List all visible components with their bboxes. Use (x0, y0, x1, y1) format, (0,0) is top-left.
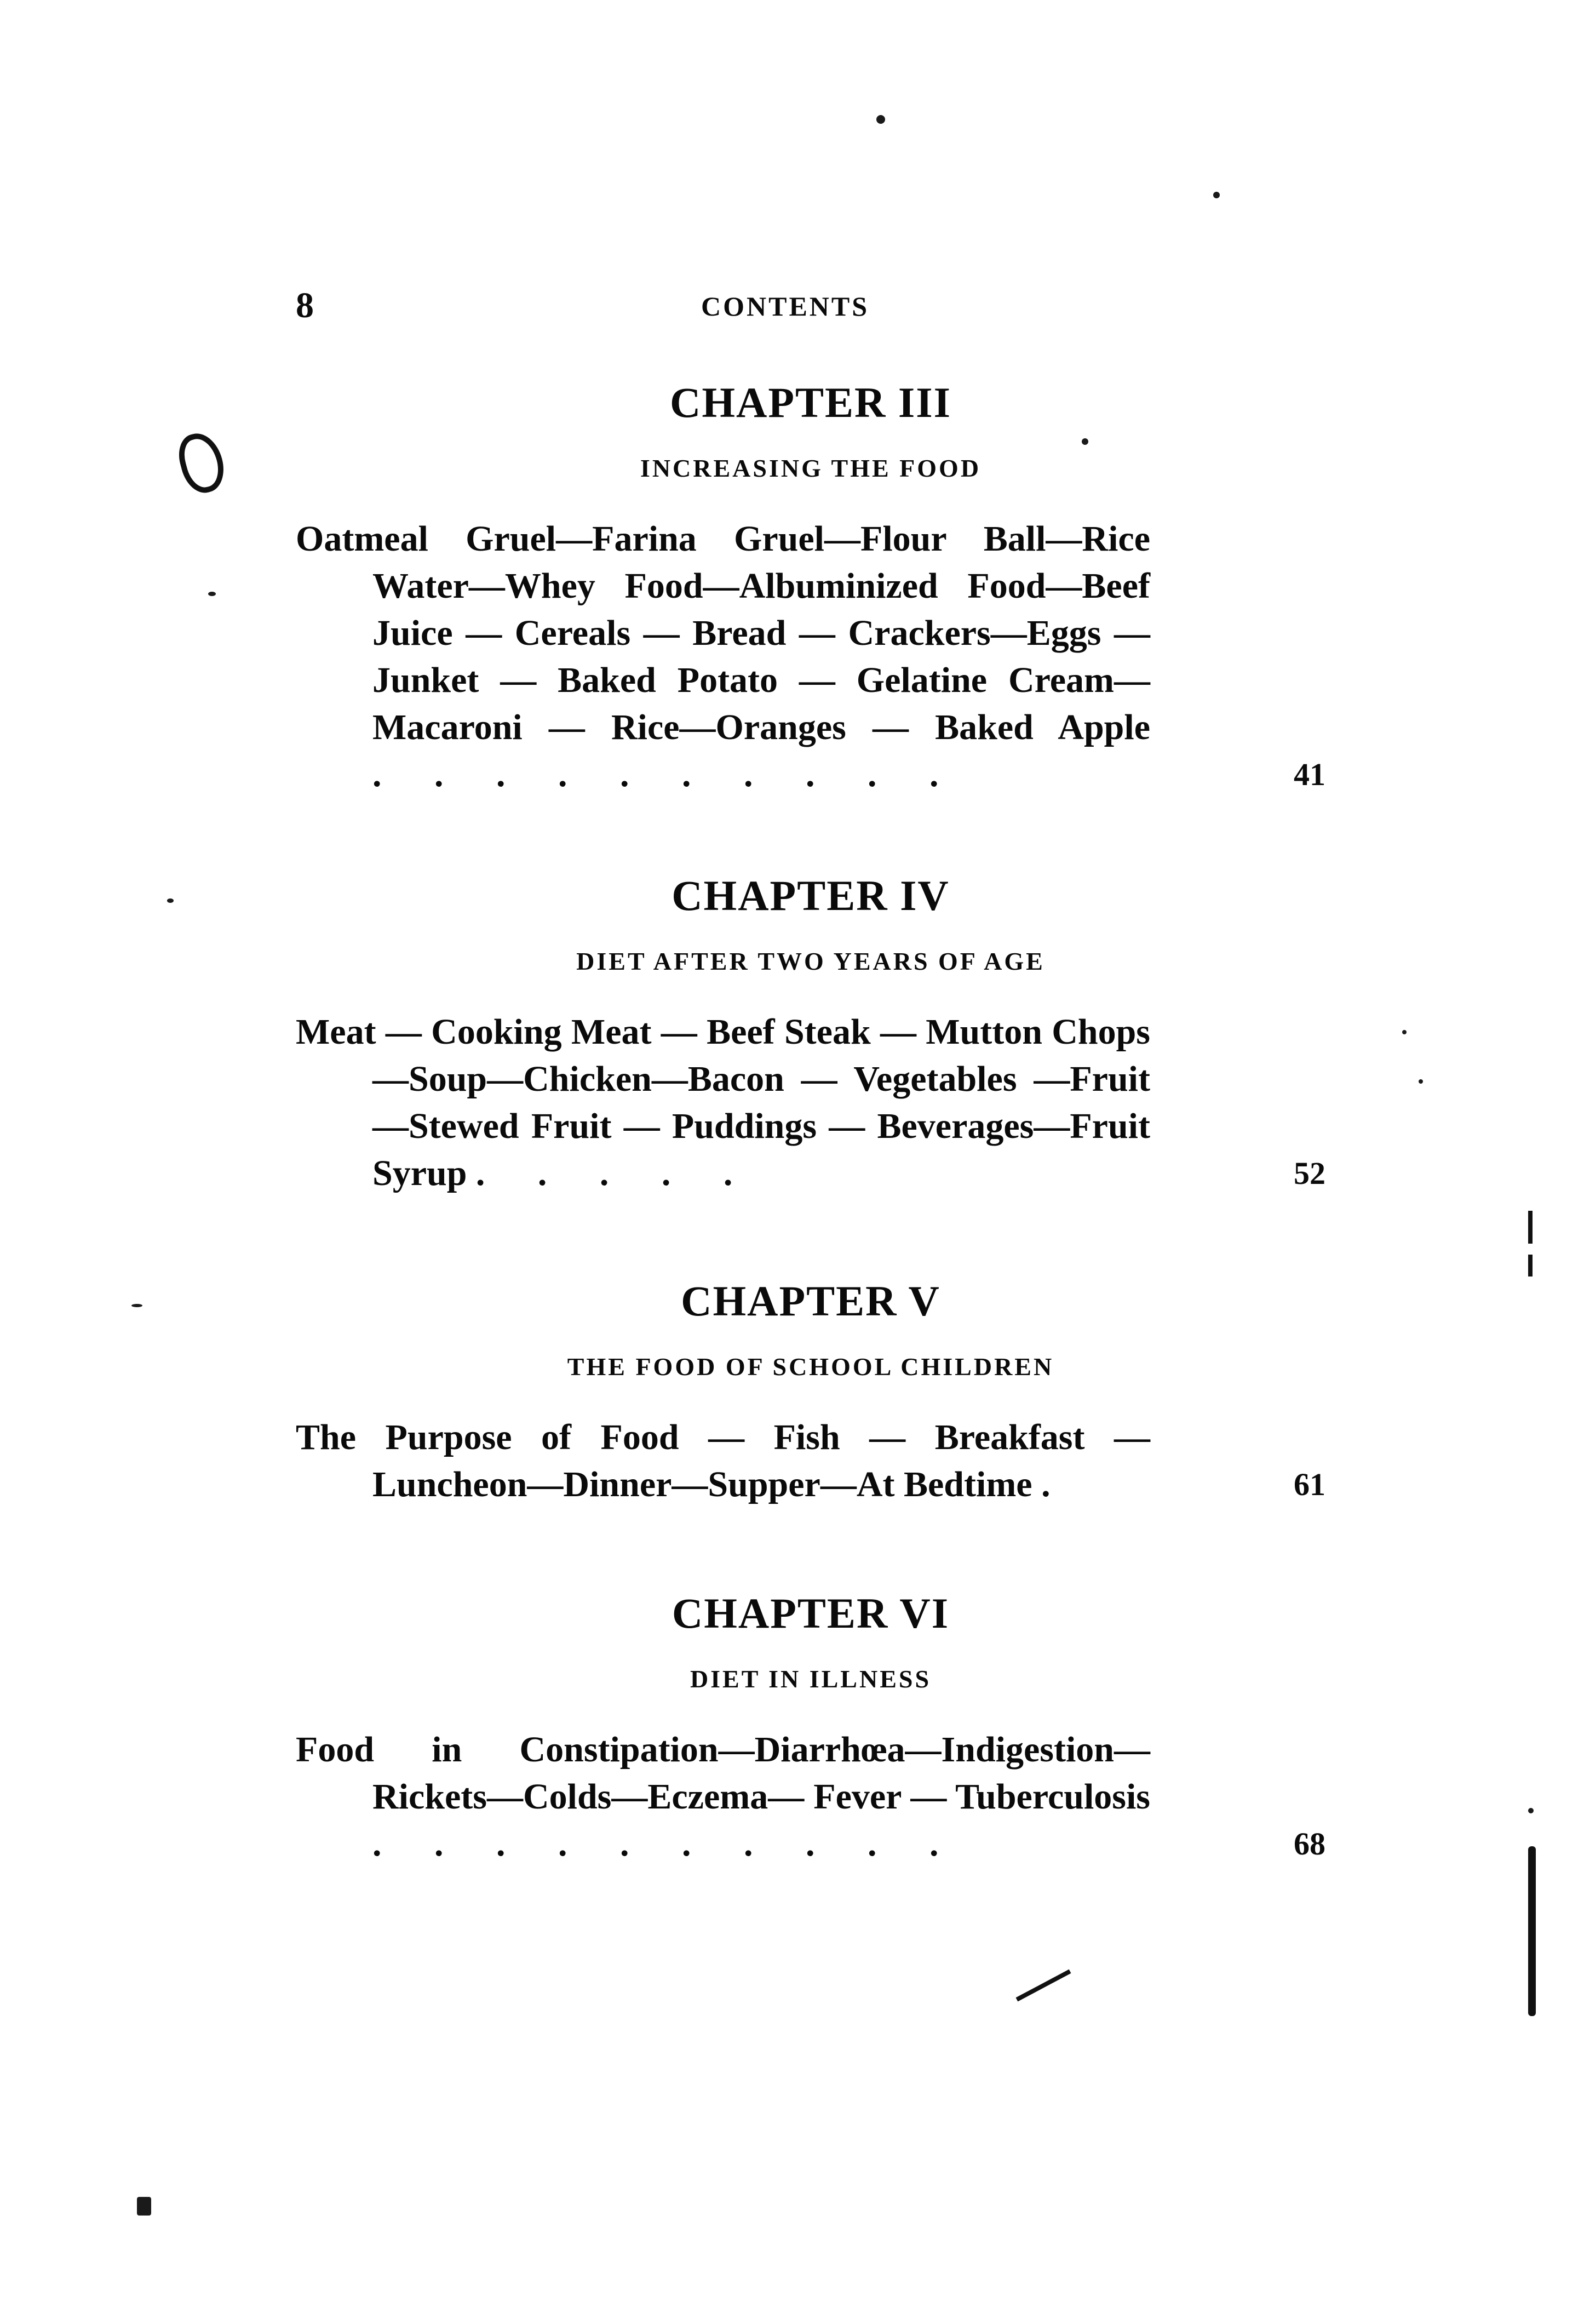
chapter-section (296, 1277, 1325, 1508)
chapter-heading: CHAPTER IV (672, 872, 950, 919)
chapter-subtitle: INCREASING THE FOOD (640, 454, 982, 482)
contents-entry (296, 1726, 1325, 1868)
scan-speck (1419, 1079, 1423, 1084)
scan-speck (208, 592, 216, 596)
scan-speck (131, 1304, 142, 1307)
entry-topics: The Purpose of Food — Fish — Breakfast — Luncheon—Dinner—Supper—At Bedtime (296, 1417, 1150, 1504)
scan-speck (876, 115, 885, 124)
running-title: CONTENTS (701, 291, 870, 322)
scan-speck (1402, 1030, 1407, 1034)
scan-mark (1016, 1970, 1071, 2002)
scan-speck (1213, 192, 1220, 198)
running-head (296, 285, 1325, 329)
page-reference: 61 (1294, 1467, 1325, 1502)
page-reference: 68 (1294, 1826, 1325, 1862)
chapter-heading: CHAPTER V (681, 1277, 940, 1325)
page-reference: 41 (1294, 757, 1325, 792)
scan-speck (167, 898, 174, 903)
contents-entry (296, 1009, 1325, 1197)
scan-mark (1528, 1211, 1533, 1244)
chapter-section (296, 378, 1325, 798)
dot-leader: . . . . . . . . . . (372, 754, 961, 794)
entry-topics: Food in Constipation—Diarrhœa—Indigestion—Rickets—Colds—Eczema— Fever — Tuberculosis (296, 1730, 1150, 1817)
chapter-section (296, 871, 1325, 1197)
ink-blot (174, 428, 229, 497)
chapter-subtitle: THE FOOD OF SCHOOL CHILDREN (567, 1353, 1054, 1381)
entry-topics: Meat — Cooking Meat — Beef Steak — Mutton Chops—Soup—Chicken—Bacon — Vegetables —Fruit—Stewed Fruit — Puddings — Beverages—Fruit Syrup (296, 1012, 1150, 1193)
scan-mark (1528, 1255, 1533, 1277)
page-number: 8 (296, 285, 314, 325)
scan-mark (1528, 1846, 1536, 2016)
dot-leader: . . . . . (475, 1153, 755, 1193)
scan-speck (1528, 1808, 1534, 1813)
chapter-subtitle: DIET AFTER TWO YEARS OF AGE (576, 947, 1045, 975)
dot-leader: . . . . . . . . . . (372, 1824, 961, 1864)
scan-speck (137, 2197, 151, 2216)
chapter-subtitle: DIET IN ILLNESS (690, 1665, 932, 1693)
entry-topics: Oatmeal Gruel—Farina Gruel—Flour Ball—Rice Water—Whey Food—Albuminized Food—Beef Juice — Cereals — Bread — Crackers—Eggs — Junket — Baked Potato — Gelatine Cream—Macaroni — Rice—Oranges — Baked Apple (296, 519, 1150, 747)
chapter-section (296, 1589, 1325, 1868)
entry-text (296, 1009, 1150, 1197)
entry-text (296, 1726, 1150, 1868)
page-reference: 52 (1294, 1155, 1325, 1191)
contents-entry (296, 516, 1325, 798)
contents-entry (296, 1414, 1325, 1508)
chapter-heading: CHAPTER III (670, 379, 951, 426)
entry-text (296, 1414, 1150, 1508)
chapter-heading: CHAPTER VI (672, 1589, 950, 1637)
dot-leader: . (1041, 1464, 1072, 1504)
entry-text (296, 516, 1150, 798)
